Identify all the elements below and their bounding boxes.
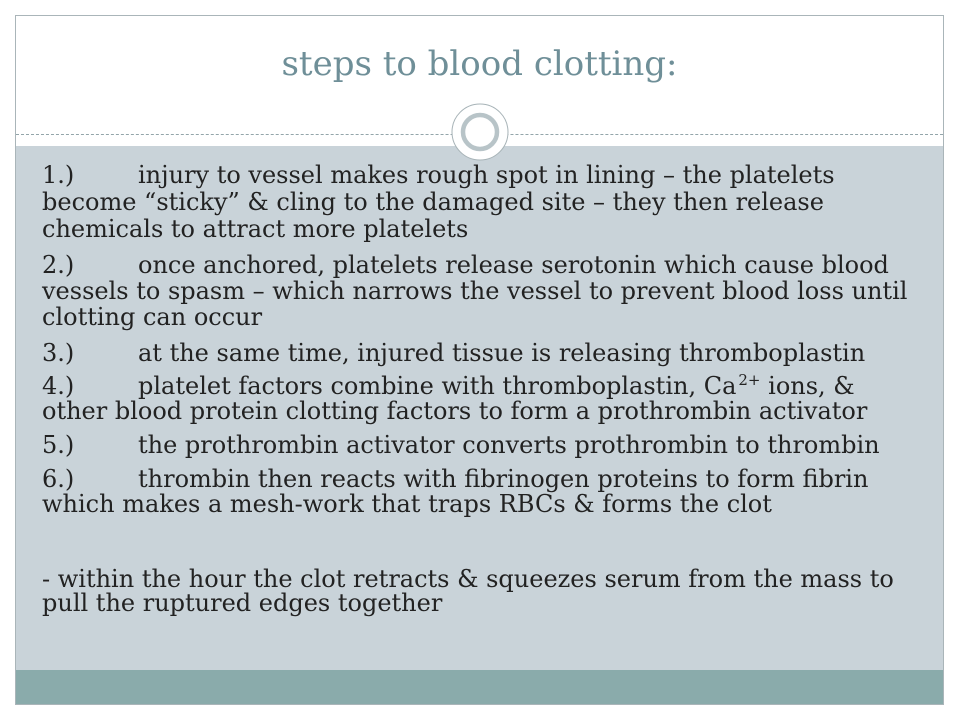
step-item [42,162,937,243]
step-text-line: become “sticky” & cling to the damaged site – they then release [42,188,824,216]
step-number: 1.) [42,161,75,189]
step-text [138,372,855,400]
step-number: 6.) [42,465,75,493]
step-text: once anchored, platelets release serotonin which cause blood [138,251,889,279]
step-text-after-formula: ions, & [760,372,855,400]
step-first-line [42,252,937,278]
step-text: thrombin then reacts with fibrinogen proteins to form fibrin [138,465,869,493]
slide-title: steps to blood clotting: [281,44,678,84]
step-first-line [42,432,937,458]
step-item [42,432,937,458]
step-text-before-formula: platelet factors combine with thromboplastin, Ca [138,372,737,400]
step-list [42,162,937,615]
step-text-line: chemicals to attract more platelets [42,215,469,243]
step-text-line: which makes a mesh-work that traps RBCs & forms the clot [42,490,772,518]
step-item [42,467,937,517]
step-text-line: vessels to spasm – which narrows the vessel to prevent blood loss until [42,277,908,305]
ring-inner-band [463,115,497,149]
step-text: injury to vessel makes rough spot in lining – the platelets [138,161,835,189]
step-number: 5.) [42,431,75,459]
step-first-line [42,162,937,189]
note-line: pull the ruptured edges together [42,589,443,617]
step-text: at the same time, injured tissue is releasing thromboplastin [138,339,866,367]
step-text: the prothrombin activator converts prothrombin to thrombin [138,431,880,459]
step-number: 2.) [42,251,75,279]
note-line: - within the hour the clot retracts & squeezes serum from the mass to [42,565,894,593]
step-item [42,340,937,366]
slide [15,15,944,705]
step-text-line: other blood protein clotting factors to form a prothrombin activator [42,397,868,425]
step-text-line: clotting can occur [42,303,263,331]
step-number: 4.) [42,372,75,400]
step-item [42,371,937,425]
step-item [42,252,937,330]
step-number: 3.) [42,339,75,367]
divider-ring-icon [450,102,510,162]
closing-note [42,567,937,615]
step-first-line [42,371,937,400]
step-first-line [42,467,937,492]
ion-charge-superscript: 2+ [738,371,761,389]
footer-bar [16,670,943,704]
step-first-line [42,340,937,366]
